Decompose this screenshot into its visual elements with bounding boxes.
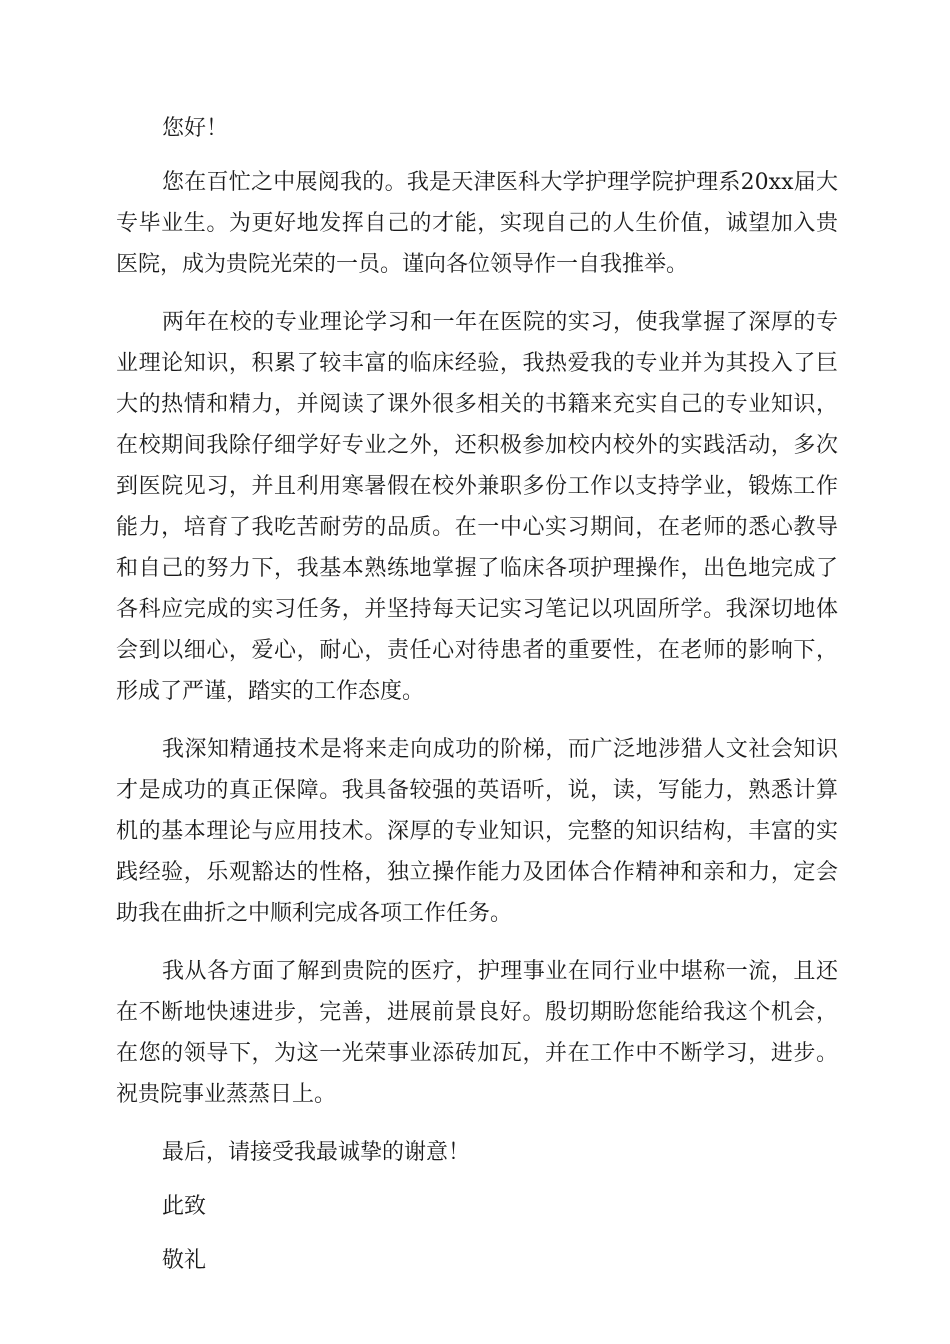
cover-letter-body xyxy=(116,108,838,1294)
paragraph-experience: 两年在校的专业理论学习和一年在医院的实习，使我掌握了深厚的专业理论知识，积累了较丰富的临床经验，我热爱我的专业并为其投入了巨大的热情和精力，并阅读了课外很多相关的书籍来充实自己的专业知识，在校期间我除仔细学好专业之外，还积极参加校内校外的实践活动，多次到医院见习，并且利用寒暑假在校外兼职多份工作以支持学业，锻炼工作能力，培育了我吃苦耐劳的品质。在一中心实习期间，在老师的悉心教导和自己的努力下，我基本熟练地掌握了临床各项护理操作，出色地完成了各科应完成的实习任务，并坚持每天记实习笔记以巩固所学。我深切地体会到以细心，爱心，耐心，责任心对待患者的重要性，在老师的影响下，形成了严谨，踏实的工作态度。 xyxy=(116,310,838,704)
closing-jingli: 敬礼 xyxy=(162,1248,207,1273)
closing-cizhi: 此致 xyxy=(162,1194,207,1219)
paragraph-introduction: 您在百忙之中展阅我的。我是天津医科大学护理学院护理系20xx届大专毕业生。为更好地发挥自己的才能，实现自己的人生价值，诚望加入贵医院，成为贵院光荣的一员。谨向各位领导作一自我推举。 xyxy=(116,170,838,277)
greeting: 您好！ xyxy=(162,116,229,141)
paragraph-skills: 我深知精通技术是将来走向成功的阶梯，而广泛地涉猎人文社会知识才是成功的真正保障。我具备较强的英语听，说，读，写能力，熟悉计算机的基本理论与应用技术。深厚的专业知识，完整的知识结构，丰富的实践经验，乐观豁达的性格，独立操作能力及团体合作精神和亲和力，定会助我在曲折之中顺利完成各项工作任务。 xyxy=(116,737,838,926)
closing-thanks: 最后，请接受我最诚挚的谢意！ xyxy=(162,1140,471,1165)
paragraph-aspiration: 我从各方面了解到贵院的医疗，护理事业在同行业中堪称一流，且还在不断地快速进步，完善，进展前景良好。殷切期盼您能给我这个机会，在您的领导下，为这一光荣事业添砖加瓦，并在工作中不断学习，进步。祝贵院事业蒸蒸日上。 xyxy=(116,959,838,1107)
